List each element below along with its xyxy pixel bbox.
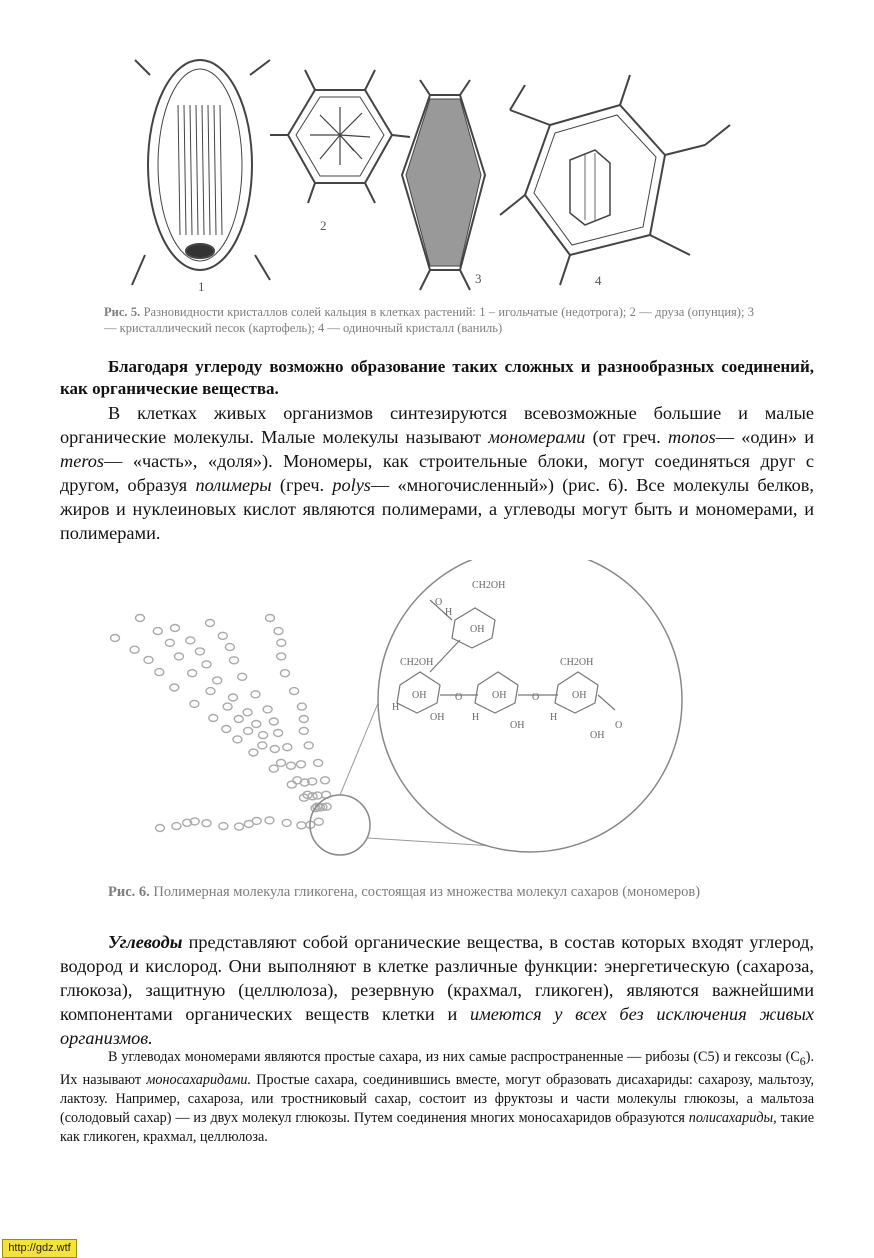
monomer-ring — [259, 732, 268, 739]
figure-5-caption-text: Разновидности кристаллов солей кальция в клетках растений: 1 – игольчатые (недотрога); 2 — друза (опунция); 3 — кристаллический песок (картофель); 4 — одиночный кристалл (ваниль) — [104, 305, 755, 335]
chem-label-ch2oh: CH2OH — [560, 657, 594, 668]
term-monomers: мономерами — [488, 427, 586, 447]
monomer-ring — [282, 819, 291, 826]
chem-label-oh: OH — [492, 690, 507, 701]
monomer-ring — [170, 684, 179, 691]
monomer-ring — [265, 817, 274, 824]
figure-6-caption-label: Рис. 6. — [108, 884, 150, 900]
chem-label-h: H — [472, 712, 480, 723]
term-monos: monos — [668, 427, 716, 447]
chem-label-h: H — [445, 607, 453, 618]
monomer-ring — [252, 721, 261, 728]
monomer-ring — [206, 688, 215, 695]
paragraph-monosaccharides — [60, 1048, 814, 1147]
monomer-ring — [225, 644, 234, 651]
cell-crystal-sand — [402, 80, 485, 290]
monomer-ring — [266, 615, 275, 622]
monomer-ring — [314, 818, 323, 825]
text: (греч. — [271, 475, 333, 495]
monomer-ring — [235, 823, 244, 830]
monomer-ring — [233, 736, 242, 743]
monomer-ring — [244, 727, 253, 734]
monomer-ring — [314, 759, 323, 766]
monomer-ring — [263, 706, 272, 713]
term-polysaccharides: полисахариды, — [688, 1109, 777, 1126]
monomer-ring — [249, 749, 258, 756]
figure-6-caption — [108, 884, 810, 901]
text: — «многочисленный») (рис. 6). Все молекулы белков, жиров и нуклеиновых кислот являются полимерами, а углеводы могут быть и мономерами, и полимерами. — [60, 475, 814, 543]
monomer-ring — [172, 823, 181, 830]
chem-label-h: H — [392, 702, 400, 713]
cell-druse — [270, 70, 410, 203]
chem-label-oh: OH — [412, 690, 427, 701]
monomer-ring — [299, 716, 308, 723]
text: В углеводах мономерами являются простые сахара, из них самые распространенные — рибозы (С5) и гексозы (С — [108, 1049, 800, 1065]
monomer-ring — [229, 694, 238, 701]
figure-5-label-2: 2 — [320, 218, 327, 233]
term-polymers: полимеры — [195, 475, 272, 495]
monomer-ring — [287, 762, 296, 769]
monomer-ring — [223, 703, 232, 710]
monomer-ring — [252, 817, 261, 824]
monomer-ring — [277, 653, 286, 660]
monomer-ring — [274, 628, 283, 635]
paragraph-carbohydrates — [60, 930, 814, 1050]
monomer-ring — [144, 656, 153, 663]
figure-6-caption-text: Полимерная молекула гликогена, состоящая из множества молекул сахаров (мономеров) — [153, 884, 701, 900]
chem-label-ch2oh: CH2OH — [400, 657, 434, 668]
chem-label-oh: OH — [510, 720, 525, 731]
monomer-ring — [218, 632, 227, 639]
chem-label-oh: OH — [590, 730, 605, 741]
text: — «один» и — [715, 427, 815, 447]
monomer-ring — [234, 716, 243, 723]
figure-5-label-3: 3 — [475, 271, 482, 286]
monomer-ring — [304, 742, 313, 749]
monomer-ring — [155, 669, 164, 676]
chem-label-oh: OH — [430, 712, 445, 723]
monomer-ring — [270, 746, 279, 753]
monomer-ring — [156, 825, 165, 832]
monomer-ring — [277, 759, 286, 766]
text: представляют собой органические вещества, в состав которых входят углерод, водород и кислород. Они выполняют в клетке различные функции: энергетическую (сахароза, глюкоза), защитную (целлюлоза), резервную (крахмал, гликоген), являются важнейшими компонентами органических веществ клетки и — [60, 932, 814, 1024]
text: (от греч. — [585, 427, 669, 447]
cell-needle-crystals — [132, 60, 270, 285]
figure-6-glycogen — [100, 560, 820, 880]
italic-text: имеются у всех без исключения живых организмов. — [60, 1004, 814, 1048]
text: такие как гликоген, крахмал, целлюлоза. — [60, 1109, 814, 1145]
figure-5-label-1: 1 — [198, 279, 205, 294]
paragraph-monomers — [60, 401, 814, 545]
monomer-ring — [269, 718, 278, 725]
monomer-ring — [219, 823, 228, 830]
chem-label-o: O — [435, 597, 443, 608]
term-carbohydrates: Углеводы — [108, 932, 183, 952]
monomer-ring — [175, 653, 184, 660]
monomer-ring — [269, 765, 278, 772]
chem-label-h: H — [550, 712, 558, 723]
monomer-ring — [274, 730, 283, 737]
term-meros: meros — [60, 451, 105, 471]
monomer-ring — [206, 620, 215, 627]
monomer-ring — [188, 670, 197, 677]
monomer-ring — [186, 637, 195, 644]
monomer-ring — [297, 761, 306, 768]
monomer-ring — [209, 715, 218, 722]
monomer-ring — [243, 709, 252, 716]
chem-label-o: O — [532, 692, 540, 703]
monomer-ring — [297, 703, 306, 710]
monomer-ring — [153, 628, 162, 635]
monomer-ring — [297, 822, 306, 829]
cell-single-crystal — [500, 75, 730, 285]
chem-label-o: O — [615, 720, 623, 731]
monomer-ring — [281, 670, 290, 677]
text: Простые сахара, соединившись вместе, могут образовать дисахариды: сахарозу, мальтозу, лактозу. Например, сахароза, или тростниковый сахар, состоит из фруктозы и части молекулы глюкозы, а мальтоза (солодовый сахар) — из двух молекул глюкозы. Путем соединения многих моносахаридов образуются — [60, 1071, 814, 1126]
text: ). Их называют — [60, 1049, 814, 1088]
monomer-ring — [195, 648, 204, 655]
term-monosaccharides: моносахаридами. — [146, 1071, 252, 1088]
figure-5-label-4: 4 — [595, 273, 602, 288]
figure-5-caption-label: Рис. 5. — [104, 305, 141, 319]
chem-label-oh: OH — [572, 690, 587, 701]
magnified-circle — [378, 560, 682, 852]
monomer-ring — [299, 727, 308, 734]
chem-label-ch2oh: CH2OH — [472, 580, 506, 591]
bold-paragraph: Благодаря углероду возможно образование таких сложных и разнообразных соединений, как органические вещества. — [60, 357, 814, 398]
monomer-ring — [277, 639, 286, 646]
footer-link[interactable]: http://gdz.wtf — [2, 1239, 77, 1258]
monomer-ring — [251, 691, 260, 698]
monomer-ring — [258, 742, 267, 749]
monomer-ring — [202, 820, 211, 827]
monomer-ring — [171, 625, 180, 632]
monomer-ring — [111, 635, 120, 642]
text: В клетках живых организмов синтезируются всевозможные большие и малые органические молекулы. Малые молекулы называют — [60, 403, 814, 447]
monomer-ring — [202, 661, 211, 668]
monomer-ring — [290, 688, 299, 695]
monomer-ring — [287, 781, 296, 788]
monomer-ring — [136, 615, 145, 622]
figure-5-caption — [104, 304, 754, 336]
monomer-ring — [165, 639, 174, 646]
monomer-ring — [190, 700, 199, 707]
chem-label-oh: OH — [470, 624, 485, 635]
monomer-ring — [222, 726, 231, 733]
text: — «часть», «доля»). Мономеры, как строительные блоки, могут соединяться друг с другом, образуя — [60, 451, 814, 495]
monomer-ring — [213, 677, 222, 684]
monomer-ring — [230, 657, 239, 664]
chem-label-o: O — [455, 692, 463, 703]
monomer-ring — [130, 646, 139, 653]
term-polys: polys — [332, 475, 371, 495]
monomer-ring — [321, 777, 330, 784]
monomer-ring — [238, 673, 247, 680]
subscript: 6 — [799, 1053, 806, 1068]
figure-5-crystals — [130, 55, 770, 305]
monomer-ring — [283, 744, 292, 751]
